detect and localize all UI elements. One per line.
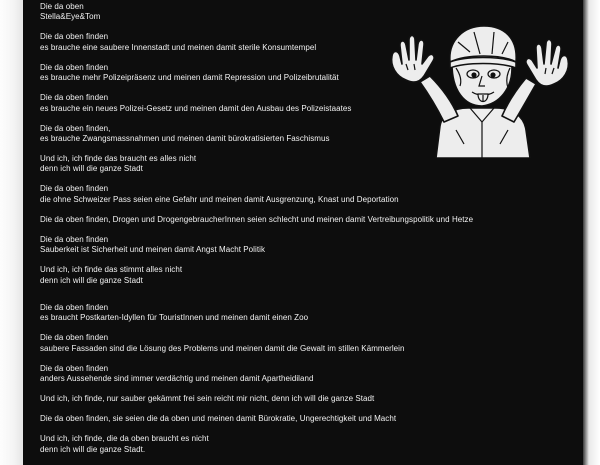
stanza-line: es brauche eine saubere Innenstadt und meinen damit sterile Konsumtempel xyxy=(40,42,317,52)
song-authors: Stella&Eye&Tom xyxy=(40,12,101,22)
stanza-line: Die da oben finden, xyxy=(40,123,111,133)
stanza-line: Und ich, ich finde das stimmt alles nicht xyxy=(40,265,183,275)
stanza-line: es brauche ein neues Polizei-Gesetz und meinen damit den Ausbau des Polizeistaates xyxy=(40,103,352,113)
stanza-line: Und ich, ich finde, die da oben braucht es nicht xyxy=(40,434,209,444)
stanza-8 xyxy=(40,303,580,324)
song-title: Die da oben xyxy=(40,2,84,11)
stanza-line: Die da oben finden xyxy=(40,62,109,72)
refrain-final xyxy=(40,434,580,455)
stanza-line: Die da oben finden xyxy=(40,234,109,244)
stanza-line: Die da oben finden xyxy=(40,333,109,343)
stanza-line: Die da oben finden xyxy=(40,32,109,42)
scan-left-margin xyxy=(0,0,23,465)
stanza-line: denn ich will die ganze Stadt xyxy=(40,275,143,285)
stanza-line: Und ich, ich finde das braucht es alles nicht xyxy=(40,154,197,164)
stanza-10 xyxy=(40,364,580,385)
stanza-line: denn ich will die ganze Stadt xyxy=(40,164,143,174)
stanza-line: es brauche mehr Polizeipräsenz und meinen damit Repression und Polizeibrutalität xyxy=(40,73,339,83)
stanza-line: Sauberkeit ist Sicherheit und meinen damit Angst Macht Politik xyxy=(40,245,265,255)
stanza-line: Die da oben finden, sie seien die da oben und meinen damit Bürokratie, Ungerechtigkeit und Macht xyxy=(40,414,397,424)
stanza-line: anders Aussehende sind immer verdächtig und meinen damit Apartheidiland xyxy=(40,374,314,384)
lyrics-sheet xyxy=(23,0,583,465)
stanza-11 xyxy=(40,414,580,424)
refrain-3 xyxy=(40,394,580,404)
stanza-line: die ohne Schweizer Pass seien eine Gefahr und meinen damit Ausgrenzung, Knast und Deportation xyxy=(40,194,399,204)
stanza-line: Die da oben finden xyxy=(40,184,109,194)
stanza-7 xyxy=(40,235,580,256)
stanza-line: denn ich will die ganze Stadt. xyxy=(40,444,146,454)
stanza-line: Die da oben finden xyxy=(40,363,109,373)
stanza-line: Und ich, ich finde, nur sauber gekämmt frei sein reicht mir nicht, denn ich will die ganze Stadt xyxy=(40,394,375,404)
stanza-line: es braucht Postkarten-Idyllen für TouristInnen und meinen damit einen Zoo xyxy=(40,313,309,323)
stanza-line: Die da oben finden, Drogen und DrogengebraucherInnen seien schlecht und meinen damit Vertreibungspolitik und Hetze xyxy=(40,214,474,224)
stanza-line: Die da oben finden xyxy=(40,303,109,313)
stanza-line: Die da oben finden xyxy=(40,93,109,103)
stanza-line: saubere Fassaden sind die Lösung des Problems und meinen damit die Gewalt im stillen Kämmerlein xyxy=(40,343,405,353)
stanza-5 xyxy=(40,184,580,205)
stanza-6 xyxy=(40,215,580,225)
scan-right-margin xyxy=(583,0,600,465)
refrain-2 xyxy=(40,265,580,286)
cartoon-figure-icon xyxy=(378,18,578,158)
stanza-line: es brauche Zwangsmassnahmen und meinen damit bürokratisierten Faschismus xyxy=(40,134,330,144)
stanza-9 xyxy=(40,333,580,354)
